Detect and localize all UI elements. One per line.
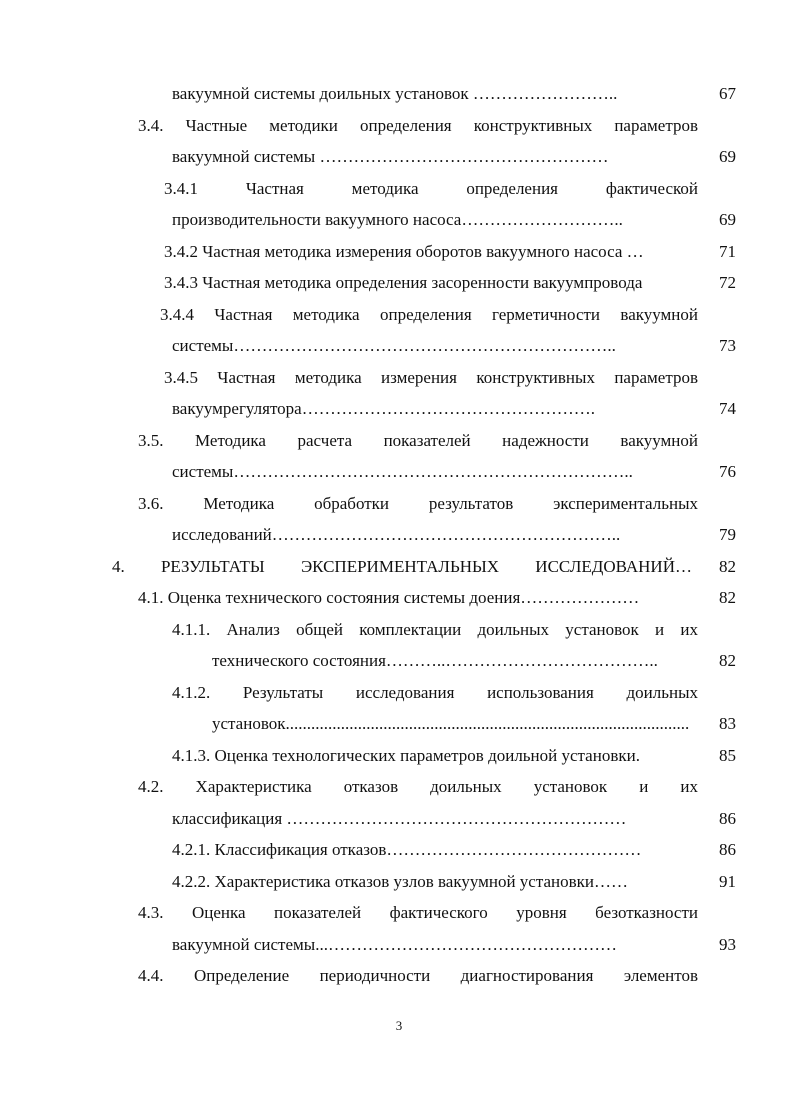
toc-page-number: 83 [719,714,736,733]
toc-entry-line: 4.1.1. Анализ общей комплектации доильных установок и их [172,620,698,639]
toc-entry-line: классификация …………………………………………………… [172,809,627,828]
toc-entry-line: 3.4.4 Частная методика определения герметичности вакуумной [160,305,698,324]
toc-entry-line: 3.6. Методика обработки результатов экспериментальных [138,494,698,513]
toc-entry-line: 3.4.3 Частная методика определения засоренности вакуумпровода [164,273,643,292]
toc-entry-line: исследований…………………………………………………….. [172,525,621,544]
toc-page-number: 76 [719,462,736,481]
toc-page-number: 91 [719,872,736,891]
toc-page-number: 82 [719,651,736,670]
page-number: 3 [395,1018,403,1033]
toc-entry-line: вакуумрегулятора……………………………………………. [172,399,595,418]
toc-page-number: 85 [719,746,736,765]
toc-entry-line: системы…………………………………………………………….. [172,462,633,481]
toc-page-number: 67 [719,84,736,103]
toc-entry-line: 4.2.1. Классификация отказов……………………………………… [172,840,642,859]
toc-entry-line: производительности вакуумного насоса……………………….. [172,210,623,229]
toc-page-number: 69 [719,147,736,166]
toc-page-number: 69 [719,210,736,229]
toc-entry-line: 4.2. Характеристика отказов доильных установок и их [138,777,698,796]
toc-entry-line: 3.4.5 Частная методика измерения конструктивных параметров [164,368,698,387]
toc-entry-line: 4.1. Оценка технического состояния системы доения………………… [138,588,640,607]
toc-entry-line: вакуумной системы …………………………………………… [172,147,609,166]
toc-entry-line: технического состояния………..……………………………….. [212,651,658,670]
toc-entry-line: 4.2.2. Характеристика отказов узлов вакуумной установки…… [172,872,629,891]
toc-page-number: 93 [719,935,736,954]
toc-chapter-line: 4. РЕЗУЛЬТАТЫ ЭКСПЕРИМЕНТАЛЬНЫХ ИССЛЕДОВАНИЙ… [112,557,692,576]
toc-entry-line: 3.4.1 Частная методика определения фактической [164,179,698,198]
toc-entry-line: вакуумной системы...…………………………………………… [172,935,617,954]
toc-page-number: 79 [719,525,736,544]
toc-entry-line: 4.3. Оценка показателей фактического уровня безотказности [138,903,698,922]
toc-entry-line: 3.4. Частные методики определения конструктивных параметров [138,116,698,135]
toc-page-number: 86 [719,840,736,859]
toc-entry-line: 4.4. Определение периодичности диагностирования элементов [138,966,698,985]
toc-page-number: 82 [719,557,736,576]
toc-entry-line: установок............................................................................................... [212,714,690,733]
toc-entry-line: 3.5. Методика расчета показателей надежности вакуумной [138,431,698,450]
toc-entry-line: вакуумной системы доильных установок …………………….. [172,84,618,103]
toc-entry-line: системы………………………………………………………….. [172,336,616,355]
toc-page-number: 71 [719,242,736,261]
toc-page-number: 74 [719,399,736,418]
toc-entry-line: 4.1.3. Оценка технологических параметров доильной установки. [172,746,640,765]
toc-page-number: 72 [719,273,736,292]
toc-entry-line: 3.4.2 Частная методика измерения оборотов вакуумного насоса … [164,242,644,261]
toc-page-number: 86 [719,809,736,828]
toc-entry-line: 4.1.2. Результаты исследования использования доильных [172,683,698,702]
toc-page-number: 82 [719,588,736,607]
toc-page-number: 73 [719,336,736,355]
